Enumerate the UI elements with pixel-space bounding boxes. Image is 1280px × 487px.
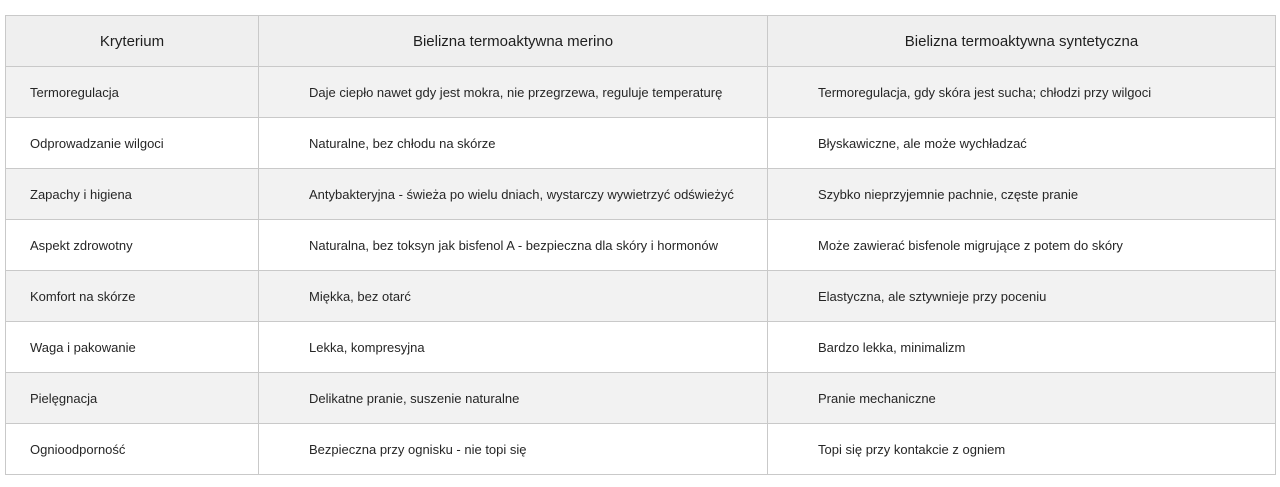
table-header [6, 16, 1276, 67]
header-row [6, 16, 1276, 67]
comparison-table [5, 15, 1276, 475]
cell-merino: Daje ciepło nawet gdy jest mokra, nie przegrzewa, reguluje temperaturę [259, 67, 768, 118]
cell-merino: Naturalna, bez toksyn jak bisfenol A - bezpieczna dla skóry i hormonów [259, 220, 768, 271]
cell-synthetic: Elastyczna, ale sztywnieje przy poceniu [768, 271, 1276, 322]
table-row [6, 67, 1276, 118]
cell-criterion: Odprowadzanie wilgoci [6, 118, 259, 169]
table-row [6, 220, 1276, 271]
cell-synthetic: Pranie mechaniczne [768, 373, 1276, 424]
cell-merino: Miękka, bez otarć [259, 271, 768, 322]
comparison-table-wrapper [5, 15, 1275, 475]
cell-synthetic: Topi się przy kontakcie z ogniem [768, 424, 1276, 475]
cell-criterion: Termoregulacja [6, 67, 259, 118]
table-row [6, 169, 1276, 220]
cell-merino: Lekka, kompresyjna [259, 322, 768, 373]
cell-synthetic: Błyskawiczne, ale może wychładzać [768, 118, 1276, 169]
cell-criterion: Komfort na skórze [6, 271, 259, 322]
cell-merino: Bezpieczna przy ognisku - nie topi się [259, 424, 768, 475]
cell-criterion: Waga i pakowanie [6, 322, 259, 373]
cell-criterion: Pielęgnacja [6, 373, 259, 424]
cell-merino: Naturalne, bez chłodu na skórze [259, 118, 768, 169]
table-row [6, 271, 1276, 322]
cell-synthetic: Bardzo lekka, minimalizm [768, 322, 1276, 373]
table-body [6, 67, 1276, 475]
table-row [6, 118, 1276, 169]
table-row [6, 322, 1276, 373]
header-synthetic: Bielizna termoaktywna syntetyczna [768, 16, 1276, 67]
table-row [6, 424, 1276, 475]
cell-synthetic: Termoregulacja, gdy skóra jest sucha; chłodzi przy wilgoci [768, 67, 1276, 118]
cell-synthetic: Szybko nieprzyjemnie pachnie, częste pranie [768, 169, 1276, 220]
cell-merino: Antybakteryjna - świeża po wielu dniach, wystarczy wywietrzyć odświeżyć [259, 169, 768, 220]
cell-synthetic: Może zawierać bisfenole migrujące z potem do skóry [768, 220, 1276, 271]
table-row [6, 373, 1276, 424]
cell-criterion: Ognioodporność [6, 424, 259, 475]
cell-criterion: Aspekt zdrowotny [6, 220, 259, 271]
header-kryterium: Kryterium [6, 16, 259, 67]
header-merino: Bielizna termoaktywna merino [259, 16, 768, 67]
cell-criterion: Zapachy i higiena [6, 169, 259, 220]
cell-merino: Delikatne pranie, suszenie naturalne [259, 373, 768, 424]
